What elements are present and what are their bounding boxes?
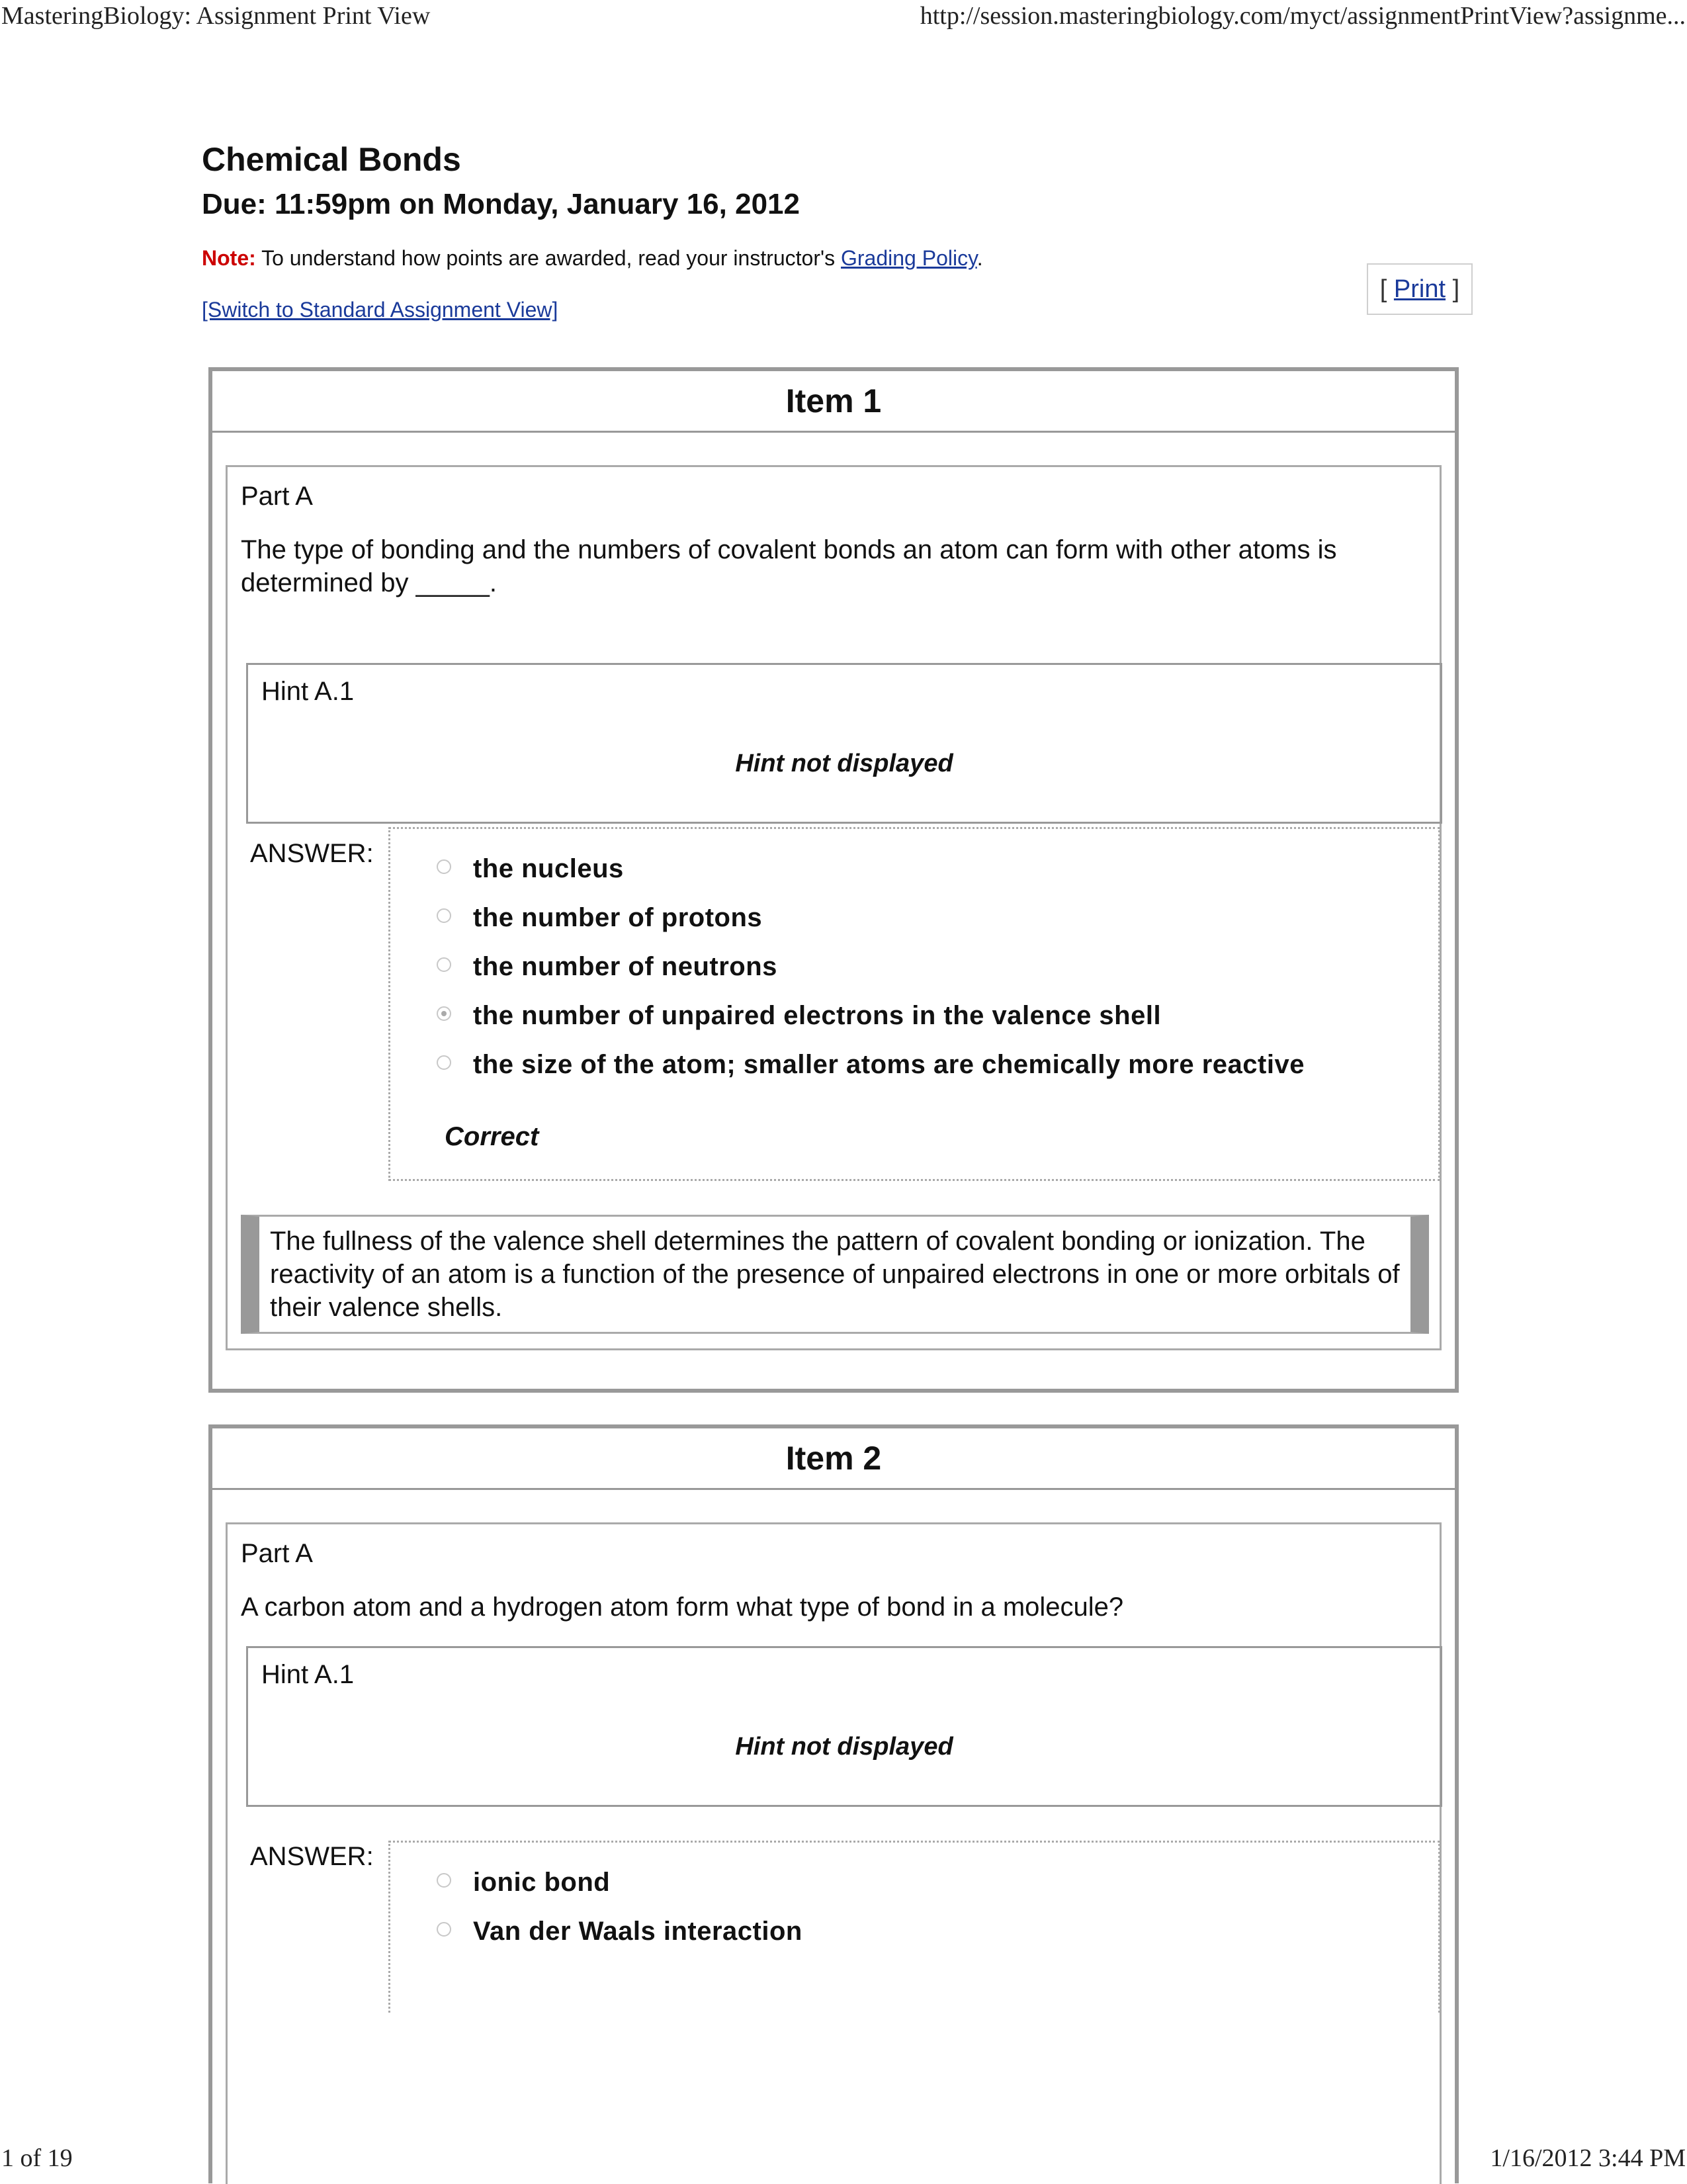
question-text: A carbon atom and a hydrogen atom form what type of bond in a molecule?	[241, 1593, 1124, 1622]
explanation-box: The fullness of the valence shell determines the pattern of covalent bonding or ionization. The reactivity of an atom is a function of the presence of unpaired electrons in one or more orbitals of their valence shells.	[241, 1215, 1429, 1334]
hint-box[interactable]	[246, 663, 1442, 824]
item-1	[208, 367, 1459, 1393]
hint-label: Hint A.1	[261, 677, 355, 706]
item-header: Item 2	[212, 1428, 1455, 1490]
option-label: the size of the atom; smaller atoms are chemically more reactive	[473, 1050, 1305, 1079]
print-link[interactable]: Print	[1393, 275, 1446, 303]
note-text: To understand how points are awarded, read your instructor's	[255, 246, 841, 270]
part-label: Part A	[241, 1539, 313, 1568]
part-label: Part A	[241, 482, 313, 511]
answer-box	[388, 827, 1440, 1181]
answer-label: ANSWER:	[250, 1842, 374, 1871]
radio-icon[interactable]	[437, 1922, 451, 1937]
option-label: the number of unpaired electrons in the valence shell	[473, 1001, 1162, 1030]
result-status: Correct	[445, 1122, 539, 1151]
answer-label: ANSWER:	[250, 839, 374, 868]
option-label: ionic bond	[473, 1868, 611, 1897]
answer-box	[388, 1841, 1440, 2013]
item-2	[208, 1424, 1459, 2183]
radio-icon[interactable]	[437, 957, 451, 972]
radio-icon[interactable]	[437, 859, 451, 874]
option-label: the nucleus	[473, 854, 624, 883]
print-header-url: http://session.masteringbiology.com/myct/assignmentPrintView?assignme...	[920, 2, 1686, 30]
radio-checked-icon[interactable]	[437, 1006, 451, 1021]
question-text: The type of bonding and the numbers of covalent bonds an atom can form with other atoms is determined by _____.	[241, 535, 1337, 597]
grading-policy-link[interactable]: Grading Policy	[841, 246, 977, 270]
radio-icon[interactable]	[437, 1873, 451, 1888]
item-header: Item 1	[212, 371, 1455, 433]
option-label: the number of protons	[473, 903, 763, 932]
print-button-box	[1367, 263, 1473, 315]
assignment-title: Chemical Bonds	[202, 141, 461, 178]
note-end: .	[976, 246, 983, 270]
print-timestamp: 1/16/2012 3:44 PM	[1490, 2144, 1686, 2172]
hint-message: Hint not displayed	[735, 750, 953, 777]
hint-message: Hint not displayed	[735, 1733, 953, 1761]
option-label: the number of neutrons	[473, 952, 777, 981]
hint-box[interactable]	[246, 1646, 1442, 1807]
print-bracket-open: [	[1379, 275, 1394, 303]
print-bracket-close: ]	[1446, 275, 1460, 303]
due-date: Due: 11:59pm on Monday, January 16, 2012	[202, 188, 800, 220]
page-counter: 1 of 19	[1, 2144, 73, 2172]
print-header	[0, 0, 1687, 40]
radio-icon[interactable]	[437, 908, 451, 923]
part-a	[226, 1522, 1442, 2184]
part-a	[226, 465, 1442, 1350]
hint-label: Hint A.1	[261, 1660, 355, 1689]
print-header-title: MasteringBiology: Assignment Print View	[1, 2, 431, 30]
grading-note	[202, 246, 983, 271]
radio-icon[interactable]	[437, 1055, 451, 1070]
option-label: Van der Waals interaction	[473, 1917, 802, 1946]
note-label: Note:	[202, 246, 256, 270]
switch-view-link[interactable]: [Switch to Standard Assignment View]	[202, 298, 558, 322]
